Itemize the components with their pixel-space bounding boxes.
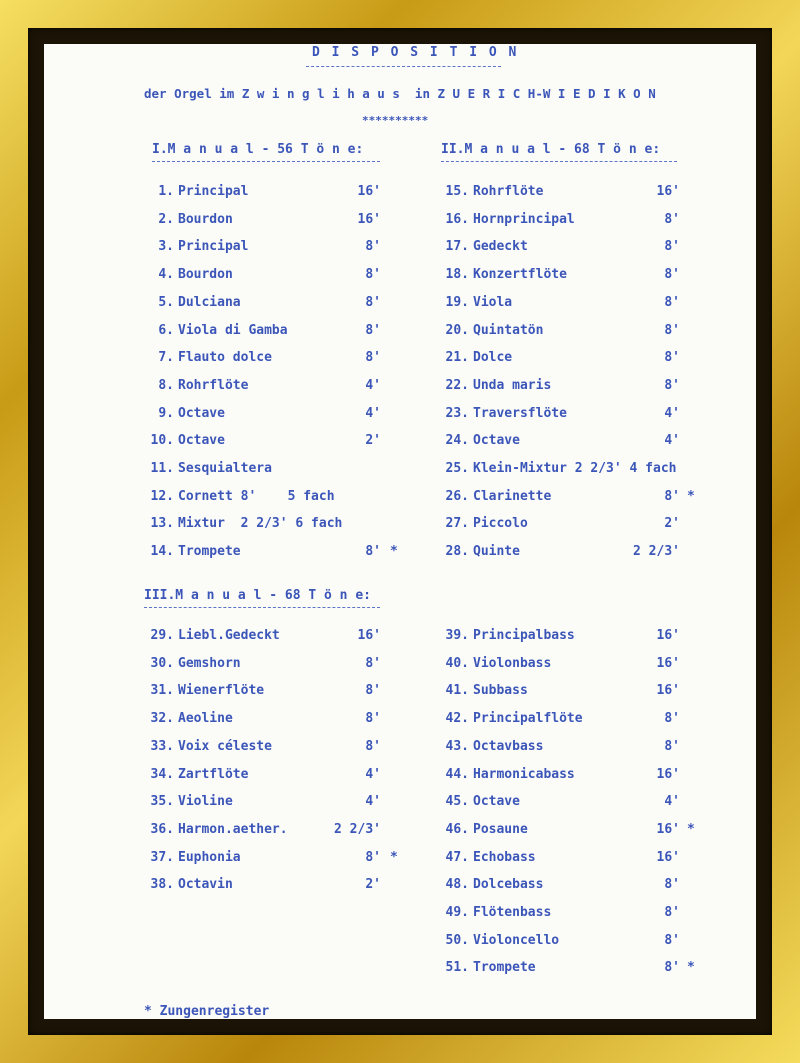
manual-3-header: III.M a n u a l - 68 T ö n e: (144, 588, 371, 603)
stop-number: 1. (158, 184, 174, 199)
stop-name: Rohrflöte (473, 184, 544, 199)
stop-number: 38. (150, 877, 174, 893)
stop-size: 16' (656, 655, 680, 671)
stop-number: 39. (445, 628, 469, 643)
stop-number: 28. (445, 544, 469, 560)
stop-name: Dolce (473, 350, 513, 366)
stop-size: 2 2/3' (633, 544, 680, 560)
stop-number: 25. (445, 461, 469, 476)
stop-name: Clarinette (473, 488, 552, 504)
stop-number: 5. (158, 294, 174, 310)
reed-mark: * (687, 821, 695, 837)
reed-mark: * (687, 488, 695, 504)
stop-number: 42. (445, 711, 469, 727)
stop-number: 19. (445, 294, 469, 310)
stop-name: Octave (473, 433, 520, 449)
stop-number: 30. (150, 655, 174, 671)
reed-mark: * (687, 960, 695, 976)
stop-size: 8' (365, 655, 381, 671)
stop-name: Flauto dolce (178, 350, 272, 366)
stop-name: Principal (178, 184, 249, 199)
document-subtitle: der Orgel im Z w i n g l i h a u s in Z U E R I C H-W I E D I K O N (144, 86, 656, 101)
stop-number: 26. (445, 488, 469, 504)
stop-number: 24. (445, 433, 469, 449)
stop-size: 8' (664, 932, 680, 948)
stop-size: 4' (365, 794, 381, 810)
stop-name: Traversflöte (473, 405, 567, 421)
stop-size: 16' (357, 211, 381, 227)
stop-number: 40. (445, 655, 469, 671)
stop-number: 49. (445, 905, 469, 920)
stop-size: 8' (365, 738, 381, 754)
reed-mark: * (390, 849, 398, 865)
stop-size: 8' (365, 711, 381, 727)
stop-name: Wienerflöte (178, 683, 265, 699)
stop-number: 9. (158, 405, 174, 421)
stop-name: Trompete (178, 544, 241, 560)
stop-name: Dulciana (178, 294, 241, 310)
stop-number: 10. (150, 433, 174, 449)
stop-name: Gemshorn (178, 655, 241, 671)
stop-number: 51. (445, 960, 469, 976)
stop-name: Trompete (473, 960, 536, 976)
stop-number: 32. (150, 711, 174, 727)
stop-size: 8' (365, 683, 381, 699)
stop-number: 11. (150, 461, 174, 476)
stop-name: Unda maris (473, 377, 552, 393)
stop-size: 4' (365, 766, 381, 782)
stop-name: Octave (473, 794, 520, 810)
stop-size: 8' (664, 960, 680, 976)
stop-name: Posaune (473, 821, 528, 837)
stop-size: 2' (365, 433, 381, 449)
manual-1-underline (152, 161, 380, 162)
stop-number: 47. (445, 849, 469, 865)
stop-name: Viola di Gamba (178, 322, 288, 338)
stop-number: 34. (150, 766, 174, 782)
stop-number: 22. (445, 377, 469, 393)
stop-size: 16' (357, 184, 381, 199)
stop-size: 8' (365, 294, 381, 310)
stop-name: Euphonia (178, 849, 241, 865)
stop-name: Octavin (178, 877, 233, 893)
stop-name: Octave (178, 433, 225, 449)
stop-name: Octavbass (473, 738, 544, 754)
stop-size: 8' (664, 211, 680, 227)
stop-size: 8' (365, 849, 381, 865)
stop-size: 8' (664, 239, 680, 255)
stop-number: 29. (150, 628, 174, 643)
stop-size: 4' (365, 377, 381, 393)
stop-name: Rohrflöte (178, 377, 249, 393)
stop-number: 48. (445, 877, 469, 893)
stop-size: 4' (664, 405, 680, 421)
stop-number: 18. (445, 267, 469, 283)
stop-number: 33. (150, 738, 174, 754)
stop-size: 16' (357, 628, 381, 643)
stop-name: Harmon.aether. (178, 821, 288, 837)
stop-name: Gedeckt (473, 239, 528, 255)
stop-number: 3. (158, 239, 174, 255)
stop-name: Quintatön (473, 322, 544, 338)
footnote: * Zungenregister (144, 1004, 270, 1019)
stop-number: 12. (150, 488, 174, 504)
stop-name: Quinte (473, 544, 520, 560)
stop-number: 7. (158, 350, 174, 366)
stop-size: 8' (664, 350, 680, 366)
stop-name: Echobass (473, 849, 536, 865)
stop-size: 16' (656, 821, 680, 837)
stop-size: 4' (664, 794, 680, 810)
stop-name: Violine (178, 794, 233, 810)
stop-size: 8' (365, 239, 381, 255)
stop-name: Principal (178, 239, 249, 255)
stop-name: Dolcebass (473, 877, 544, 893)
reed-mark: * (390, 544, 398, 560)
stop-size: 2' (664, 516, 680, 532)
stop-number: 27. (445, 516, 469, 532)
stop-name: Principalflöte (473, 711, 583, 727)
stop-size: 16' (656, 683, 680, 699)
title-underline (306, 66, 501, 67)
stop-size: 8' (664, 267, 680, 283)
stop-number: 17. (445, 239, 469, 255)
manual-3-underline (144, 607, 380, 608)
stop-size: 8' (664, 294, 680, 310)
stop-number: 23. (445, 405, 469, 421)
stop-name: Principalbass (473, 628, 575, 643)
stop-size: 8' (365, 350, 381, 366)
stop-number: 50. (445, 932, 469, 948)
stop-name: Liebl.Gedeckt (178, 628, 280, 643)
stop-name: Klein-Mixtur 2 2/3' 4 fach (473, 461, 677, 476)
stop-number: 6. (158, 322, 174, 338)
stop-name: Violoncello (473, 932, 560, 948)
stop-size: 8' (365, 544, 381, 560)
stop-name: Hornprincipal (473, 211, 575, 227)
stop-size: 16' (656, 766, 680, 782)
stop-number: 46. (445, 821, 469, 837)
stop-size: 16' (656, 184, 680, 199)
stop-size: 4' (664, 433, 680, 449)
stop-number: 8. (158, 377, 174, 393)
stop-name: Zartflöte (178, 766, 249, 782)
stop-name: Subbass (473, 683, 528, 699)
stop-number: 2. (158, 211, 174, 227)
stop-name: Voix céleste (178, 738, 272, 754)
stop-size: 16' (656, 849, 680, 865)
stop-number: 36. (150, 821, 174, 837)
stop-size: 8' (365, 322, 381, 338)
stop-name: Piccolo (473, 516, 528, 532)
stop-number: 31. (150, 683, 174, 699)
stars-divider: ********** (362, 114, 429, 127)
stop-name: Konzertflöte (473, 267, 567, 283)
stop-size: 8' (664, 711, 680, 727)
stop-number: 41. (445, 683, 469, 699)
stop-number: 15. (445, 184, 469, 199)
stop-name: Harmonicabass (473, 766, 575, 782)
stop-number: 4. (158, 267, 174, 283)
stop-size: 4' (365, 405, 381, 421)
stop-name: Sesquialtera (178, 461, 272, 476)
document-title: D I S P O S I T I O N (312, 45, 519, 60)
stop-name: Octave (178, 405, 225, 421)
stop-name: Mixtur 2 2/3' 6 fach (178, 516, 343, 532)
stop-number: 21. (445, 350, 469, 366)
stop-number: 13. (150, 516, 174, 532)
stop-number: 16. (445, 211, 469, 227)
stop-size: 2 2/3' (334, 821, 381, 837)
stop-name: Violonbass (473, 655, 552, 671)
stop-size: 8' (664, 488, 680, 504)
manual-2-header: II.M a n u a l - 68 T ö n e: (441, 142, 661, 157)
stop-name: Bourdon (178, 211, 233, 227)
stop-number: 14. (150, 544, 174, 560)
manual-1-header: I.M a n u a l - 56 T ö n e: (152, 142, 364, 157)
stop-name: Aeoline (178, 711, 233, 727)
stop-number: 45. (445, 794, 469, 810)
stop-number: 20. (445, 322, 469, 338)
stop-size: 8' (664, 377, 680, 393)
stop-size: 8' (664, 905, 680, 920)
stop-size: 8' (664, 322, 680, 338)
stop-number: 35. (150, 794, 174, 810)
stop-size: 2' (365, 877, 381, 893)
document-page (44, 44, 756, 1019)
stop-number: 44. (445, 766, 469, 782)
stop-name: Cornett 8' 5 fach (178, 488, 335, 504)
stop-name: Bourdon (178, 267, 233, 283)
stop-size: 16' (656, 628, 680, 643)
stop-size: 8' (664, 738, 680, 754)
manual-2-underline (441, 161, 677, 162)
stop-size: 8' (365, 267, 381, 283)
stop-number: 43. (445, 738, 469, 754)
stop-name: Viola (473, 294, 513, 310)
stop-size: 8' (664, 877, 680, 893)
stop-number: 37. (150, 849, 174, 865)
stop-name: Flötenbass (473, 905, 552, 920)
